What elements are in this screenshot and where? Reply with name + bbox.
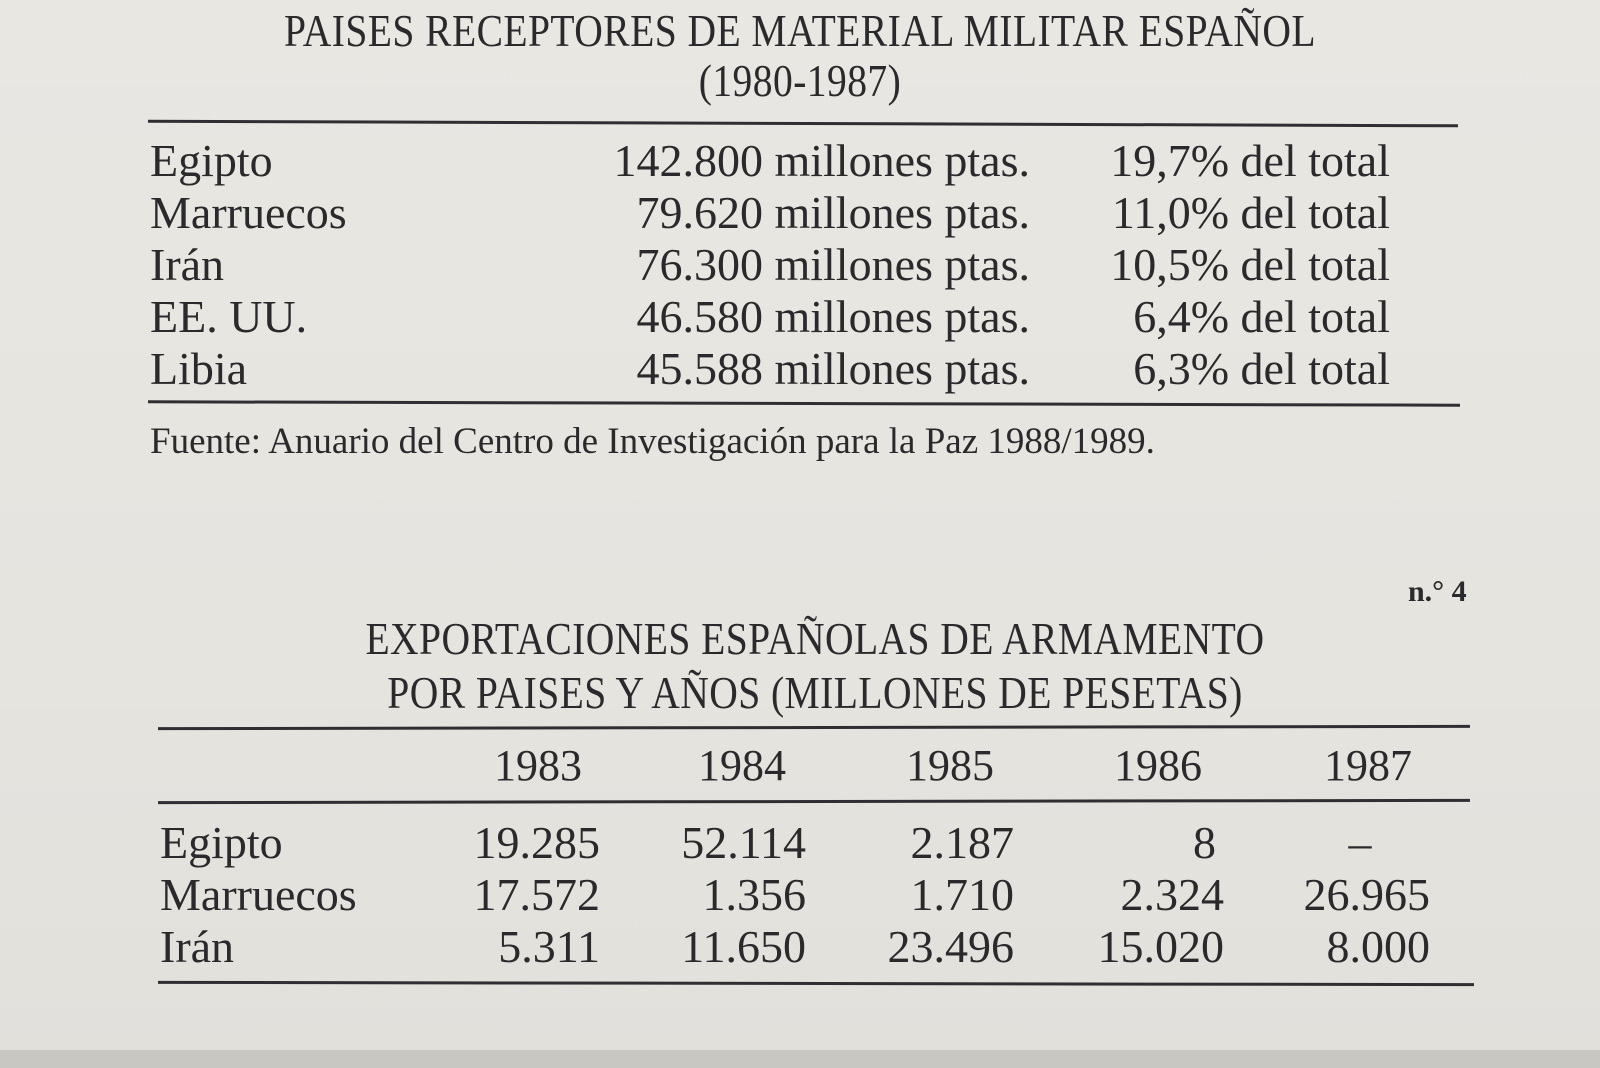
table1-amount: 76.300 millones ptas. — [636, 239, 1030, 290]
table2-cell: 1.356 — [702, 869, 806, 920]
table1-country: EE. UU. — [150, 291, 308, 342]
table2-cell: 15.020 — [1097, 921, 1224, 972]
table1-row — [150, 342, 1410, 396]
table2-top-rule — [158, 725, 1470, 730]
table2-cell: 23.496 — [887, 921, 1014, 972]
table1-top-rule — [148, 120, 1458, 128]
table2-country: Marruecos — [160, 869, 357, 920]
table2-title-line2: POR PAISES Y AÑOS (MILLONES DE PESETAS) — [387, 667, 1243, 718]
table1-country: Egipto — [150, 135, 273, 186]
table2-header-rule — [158, 799, 1470, 804]
table1-title: PAISES RECEPTORES DE MATERIAL MILITAR ESPAÑOL — [283, 5, 1317, 56]
table1-percentage: 19,7% del total — [1110, 135, 1390, 186]
table2-cell: 11.650 — [681, 921, 806, 972]
table2-cell: 5.311 — [498, 921, 600, 972]
table2-country: Irán — [160, 921, 235, 972]
table1-amount: 79.620 millones ptas. — [636, 187, 1030, 238]
table2-row — [160, 868, 1460, 920]
table1-row — [150, 134, 1410, 188]
table1-percentage: 6,3% del total — [1133, 343, 1390, 394]
table2-cell: 1.710 — [910, 869, 1014, 920]
table2-year-header: 1983 — [494, 741, 582, 790]
table1-bottom-rule — [148, 400, 1460, 406]
table1-country: Marruecos — [150, 187, 347, 238]
table2-year-header: 1987 — [1324, 741, 1412, 790]
table2-cell: 8 — [1193, 817, 1216, 868]
table2-title-line1: EXPORTACIONES ESPAÑOLAS DE ARMAMENTO — [365, 613, 1265, 664]
table2-year-header: 1984 — [698, 741, 786, 790]
table2-cell: 26.965 — [1303, 869, 1430, 920]
table2-cell: 17.572 — [473, 869, 600, 920]
table1-amount: 142.800 millones ptas. — [613, 135, 1030, 186]
table2-country: Egipto — [160, 817, 283, 868]
table1-country: Libia — [150, 343, 248, 394]
table1-source-note: Fuente: Anuario del Centro de Investigación para la Paz 1988/1989. — [150, 421, 1155, 462]
table1-row — [150, 238, 1410, 292]
table1-percentage: 6,4% del total — [1133, 291, 1390, 342]
table2-year-header: 1986 — [1114, 741, 1202, 790]
table1-amount: 46.580 millones ptas. — [636, 291, 1030, 342]
table2-year-header: 1985 — [906, 741, 994, 790]
table2-bottom-rule — [158, 981, 1474, 986]
table1-row — [150, 290, 1410, 344]
table1-row — [150, 186, 1410, 240]
table2-row — [160, 816, 1460, 868]
table1-subtitle: (1980-1987) — [698, 55, 902, 106]
table2-cell: – — [1348, 817, 1372, 868]
table-number-tag: n.° 4 — [1408, 575, 1467, 608]
table2-cell: 19.285 — [473, 817, 600, 868]
table2-cell: 8.000 — [1326, 921, 1430, 972]
table1-amount: 45.588 millones ptas. — [636, 343, 1030, 394]
table1-country: Irán — [150, 239, 225, 290]
table2-row — [160, 920, 1460, 972]
table1-percentage: 10,5% del total — [1110, 239, 1390, 290]
table2-cell: 2.187 — [910, 817, 1014, 868]
table2-cell: 2.324 — [1120, 869, 1224, 920]
table2-cell: 52.114 — [681, 817, 806, 868]
table1-percentage: 11,0% del total — [1111, 187, 1390, 238]
